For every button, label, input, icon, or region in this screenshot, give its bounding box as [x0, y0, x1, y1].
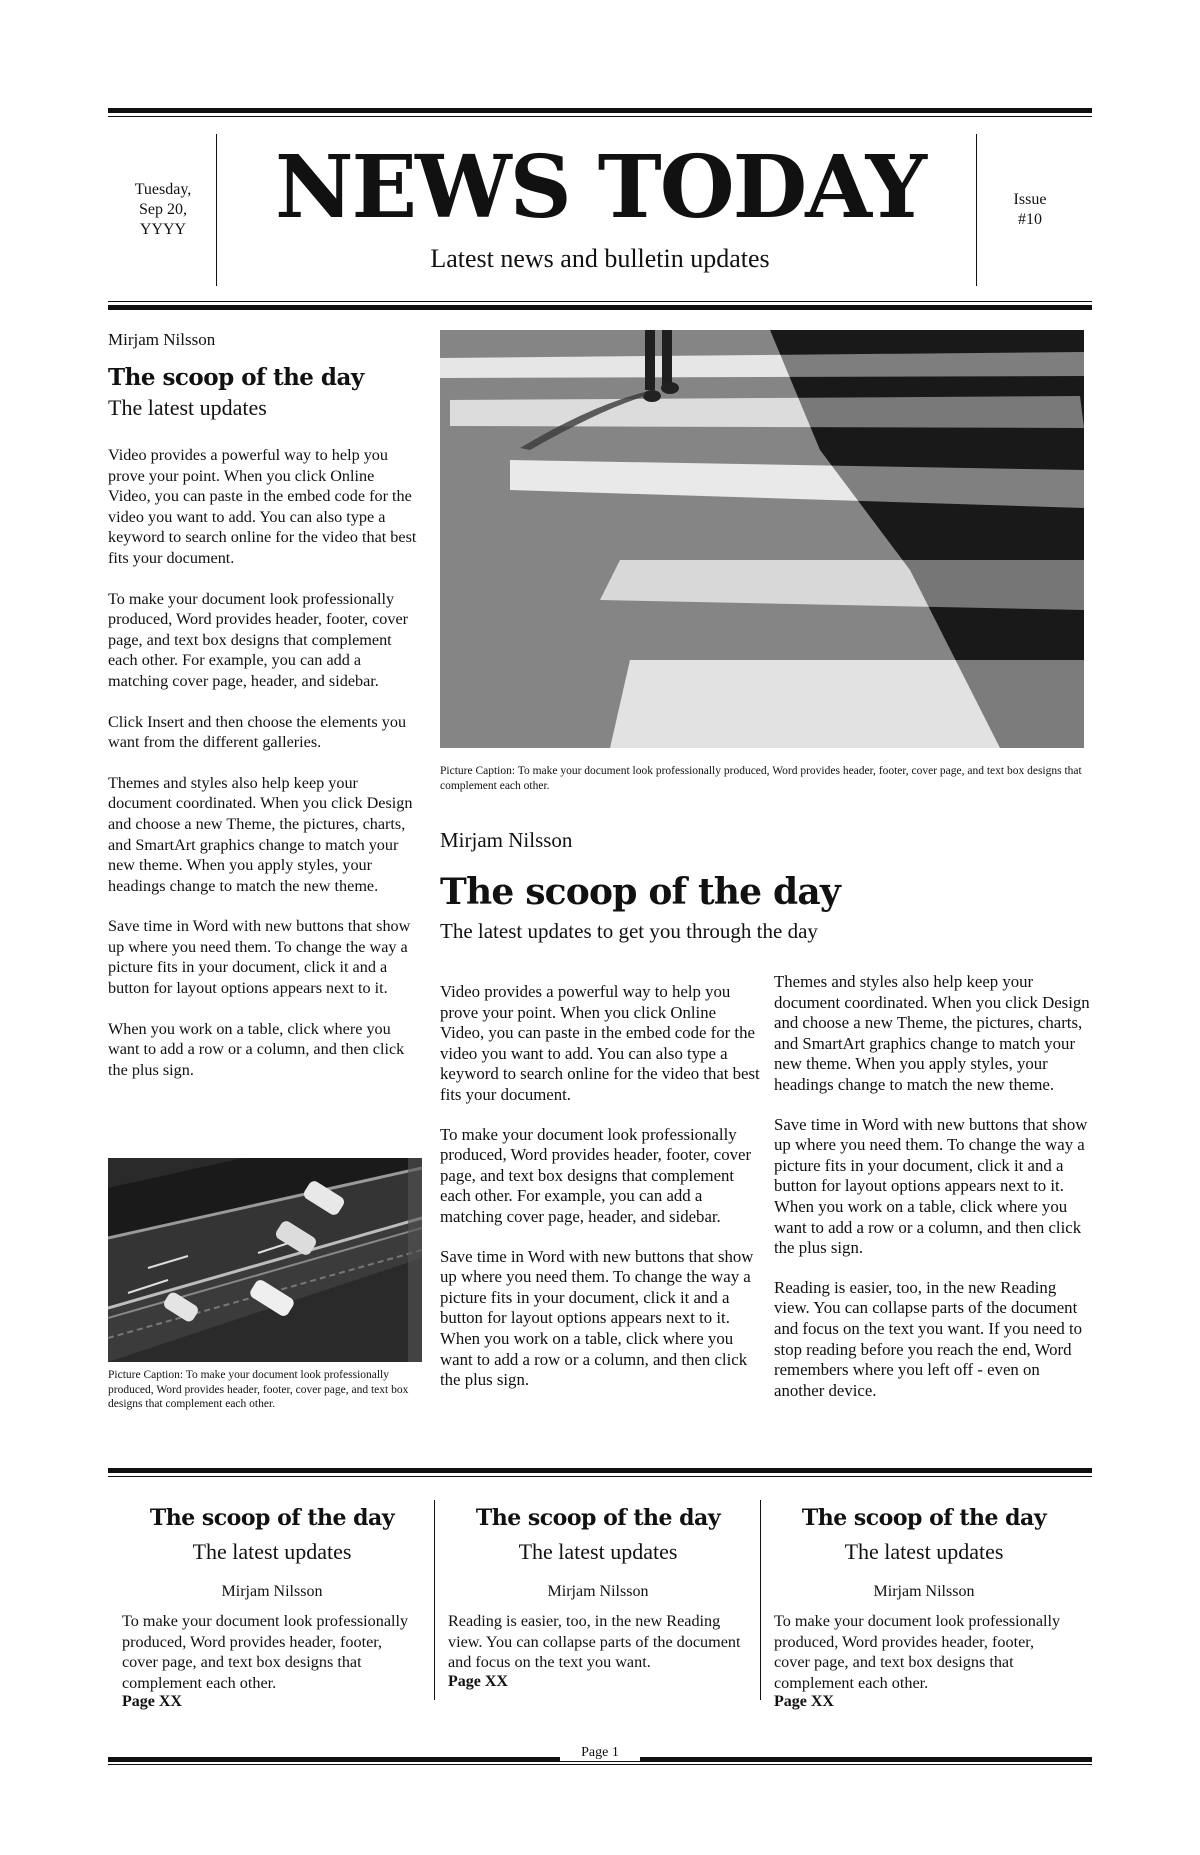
teaser-headline: The scoop of the day — [801, 1505, 1047, 1531]
paragraph: Themes and styles also help keep your document coordinated. When you click Design and choose a new Theme, the pictures, charts, and SmartArt graphics change to match your new theme. When you apply styles, your headings change to match the new theme. — [774, 972, 1090, 1094]
teaser-page-ref: Page XX — [122, 1693, 182, 1711]
masthead-divider-left — [216, 134, 217, 286]
crosswalk-photo-graphic — [440, 330, 1084, 748]
teaser-headline: The scoop of the day — [475, 1505, 721, 1531]
paragraph: To make your document look professionally produced, Word provides header, footer, cover page, and text box designs that complement each other. For example, you can add a matching cover page, header, and sidebar. — [440, 1124, 752, 1226]
main-photo-caption: Picture Caption: To make your document look professionally produced, Word provides header, footer, cover page, and text box designs that complement each other. — [440, 765, 1082, 792]
teaser-divider — [760, 1500, 761, 1700]
highway-photo — [108, 1158, 422, 1362]
masthead-title: NEWS TODAY — [274, 137, 926, 238]
left-headline: The scoop of the day — [108, 364, 364, 391]
teaser-page-ref: Page XX — [774, 1693, 834, 1711]
paragraph: Themes and styles also help keep your document coordinated. When you click Design and choose a new Theme, the pictures, charts, and SmartArt graphics change to match your new theme. When you apply styles, your headings change to match the new theme. — [108, 773, 413, 895]
paragraph: Save time in Word with new buttons that show up where you need them. To change the way a picture fits in your document, click it and a button for layout options appears next to it. When you work on a table, click where you want to add a row or a column, and then click the plus sign. — [440, 1246, 754, 1390]
masthead-top-rule — [108, 108, 1092, 113]
masthead-bottom-rule-thin — [108, 301, 1092, 302]
masthead-subtitle: Latest news and bulletin updates — [430, 244, 770, 273]
paragraph: To make your document look professionally produced, Word provides header, footer, cover page, and text box designs that complement each other. For example, you can add a matching cover page, header, and sidebar. — [108, 589, 409, 690]
date-line: Tuesday, — [134, 181, 192, 198]
main-headline: The scoop of the day — [440, 871, 841, 913]
main-deck: The latest updates to get you through the day — [440, 919, 818, 943]
paragraph: Save time in Word with new buttons that show up where you need them. To change the way a picture fits in your document, click it and a button for layout options appears next to it. — [108, 917, 411, 998]
teaser-deck: The latest updates — [192, 1539, 352, 1564]
teaser-2 — [448, 1505, 748, 1691]
main-article-header — [440, 828, 1084, 944]
paragraph: Video provides a powerful way to help you prove your point. When you click Online Video, you can paste in the embed code for the video you want to add. You can also type a keyword to search online for the video that best fits your document. — [440, 982, 760, 1104]
footer-rule-thin — [108, 1764, 1092, 1765]
teaser-divider — [434, 1500, 435, 1700]
teaser-page-ref: Page XX — [448, 1672, 508, 1690]
teaser-body: Reading is easier, too, in the new Reading view. You can collapse parts of the document and focus on the text you want. — [448, 1612, 741, 1672]
teaser-body: To make your document look professionally produced, Word provides header, footer, cover page, and text box designs that complement each other. — [774, 1612, 1061, 1692]
teasers-top-rule — [108, 1468, 1092, 1473]
main-column-1 — [440, 982, 760, 1410]
left-photo-caption: Picture Caption: To make your document look professionally produced, Word provides header, footer, cover page, and text box designs that complement each other. — [108, 1369, 409, 1410]
issue-number: #10 — [1018, 211, 1042, 228]
teaser-byline: Mirjam Nilsson — [221, 1583, 323, 1600]
teasers-top-rule-thin — [108, 1476, 1092, 1477]
masthead-issue — [990, 190, 1070, 230]
paragraph: Video provides a powerful way to help you prove your point. When you click Online Video, you can paste in the embed code for the video you want to add. You can also type a keyword to search online for the video that best fits your document. — [108, 446, 417, 567]
masthead-divider-right — [976, 134, 977, 286]
date-line: YYYY — [139, 221, 187, 238]
issue-label: Issue — [1013, 191, 1047, 208]
teaser-1 — [122, 1505, 422, 1711]
paragraph: Click Insert and then choose the elements you want from the different galleries. — [108, 712, 407, 752]
masthead-bottom-rule — [108, 305, 1092, 310]
teaser-deck: The latest updates — [844, 1539, 1004, 1564]
masthead-date — [118, 180, 208, 240]
paragraph: When you work on a table, click where you want to add a row or a column, and then click the plus sign. — [108, 1019, 405, 1079]
teaser-body: To make your document look professionally produced, Word provides header, footer, cover page, and text box designs that complement each other. — [122, 1612, 409, 1692]
left-article — [108, 330, 420, 1100]
date-line: Sep 20, — [139, 201, 187, 218]
page-number: Page 1 — [560, 1745, 640, 1761]
masthead-top-rule-thin — [108, 116, 1092, 117]
crosswalk-photo — [440, 330, 1084, 748]
main-byline: Mirjam Nilsson — [440, 828, 573, 852]
left-body — [108, 445, 420, 1080]
teaser-deck: The latest updates — [518, 1539, 678, 1564]
left-byline: Mirjam Nilsson — [108, 330, 216, 349]
paragraph: Save time in Word with new buttons that show up where you need them. To change the way a picture fits in your document, click it and a button for layout options appears next to it. When you work on a table, click where you want to add a row or a column, and then click the plus sign. — [774, 1114, 1088, 1258]
teaser-byline: Mirjam Nilsson — [547, 1583, 649, 1600]
main-column-2 — [774, 972, 1090, 1420]
teaser-byline: Mirjam Nilsson — [873, 1583, 975, 1600]
teaser-headline: The scoop of the day — [149, 1505, 395, 1531]
paragraph: Reading is easier, too, in the new Reading view. You can collapse parts of the document and focus on the text you want. If you need to stop reading before you reach the end, Word remembers where you left off - even on another device. — [774, 1277, 1083, 1400]
teaser-3 — [774, 1505, 1074, 1711]
left-deck: The latest updates — [108, 395, 267, 420]
highway-photo-graphic — [108, 1158, 422, 1362]
